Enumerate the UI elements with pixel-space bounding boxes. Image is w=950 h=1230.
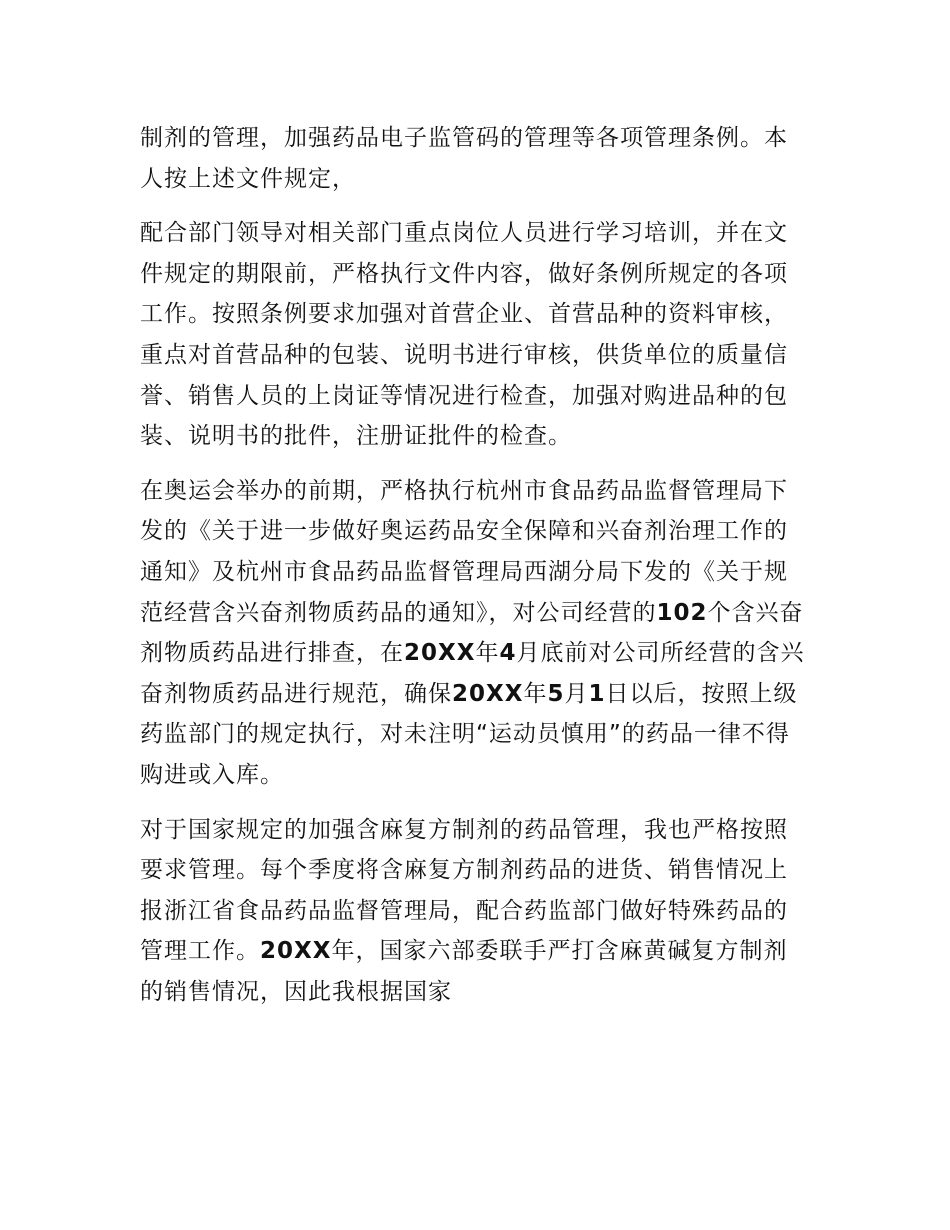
paragraph-text: 年 xyxy=(523,680,548,707)
paragraph-number: 102 xyxy=(656,599,708,626)
paragraph-text: 对于国家规定的加强含麻复方制剂的药品管理，我也严格按照要求管理。每个季度将含麻复方制剂药品的进货、销售情况上报浙江省食品药品监督管理局，配合药监部门做好特殊药品的管理工作。 xyxy=(140,816,788,965)
paragraph-text: 日以后，按照上级药监部门的规定执行，对未注明“运动员慎用”的药品一律不得购进或入库。 xyxy=(140,680,798,788)
paragraph-number: 4 xyxy=(499,640,517,667)
paragraph-text: 在奥运会举办的前期，严格执行杭州市食品药品监督管理局下发的《关于进一步做好奥运药品安全保障和兴奋剂治理工作的通知》及杭州市食品药品监督管理局西湖分局下发的《关于规范经营含兴奋剂物质药品的通知》，对公司经营的 xyxy=(140,477,788,626)
paragraph-number: 20XX xyxy=(260,938,332,965)
paragraph-text: 制剂的管理，加强药品电子监管码的管理等各项管理条例。本人按上述文件规定， xyxy=(140,125,788,192)
paragraph-number: 20XX xyxy=(404,640,476,667)
document-body xyxy=(140,118,808,1012)
paragraph-text: 配合部门领导对相关部门重点岗位人员进行学习培训，并在文件规定的期限前，严格执行文件内容，做好条例所规定的各项工作。按照条例要求加强对首营企业、首营品种的资料审核，重点对首营品种的包装、说明书进行审核，供货单位的质量信誉、销售人员的上岗证等情况进行检查，加强对购进品种的包装、说明书的批件，注册证批件的检查。 xyxy=(140,220,788,450)
paragraph xyxy=(140,118,808,199)
paragraph-text: 年 xyxy=(475,640,500,667)
paragraph-text: 月底前对公司所经营的含兴奋剂物质药品进行规范，确保 xyxy=(140,640,805,707)
paragraph-number: 1 xyxy=(588,680,606,707)
paragraph-text: 个含兴奋剂物质药品进行排查，在 xyxy=(140,599,804,667)
paragraph xyxy=(140,471,808,796)
paragraph-text: 年，国家六部委联手严打含麻黄碱复方制剂的销售情况，因此我根据国家 xyxy=(140,938,788,1005)
paragraph-text: 月 xyxy=(564,680,589,707)
paragraph-number: 5 xyxy=(547,680,565,707)
paragraph xyxy=(140,213,808,457)
paragraph-number: 20XX xyxy=(452,680,524,707)
paragraph xyxy=(140,810,808,1013)
